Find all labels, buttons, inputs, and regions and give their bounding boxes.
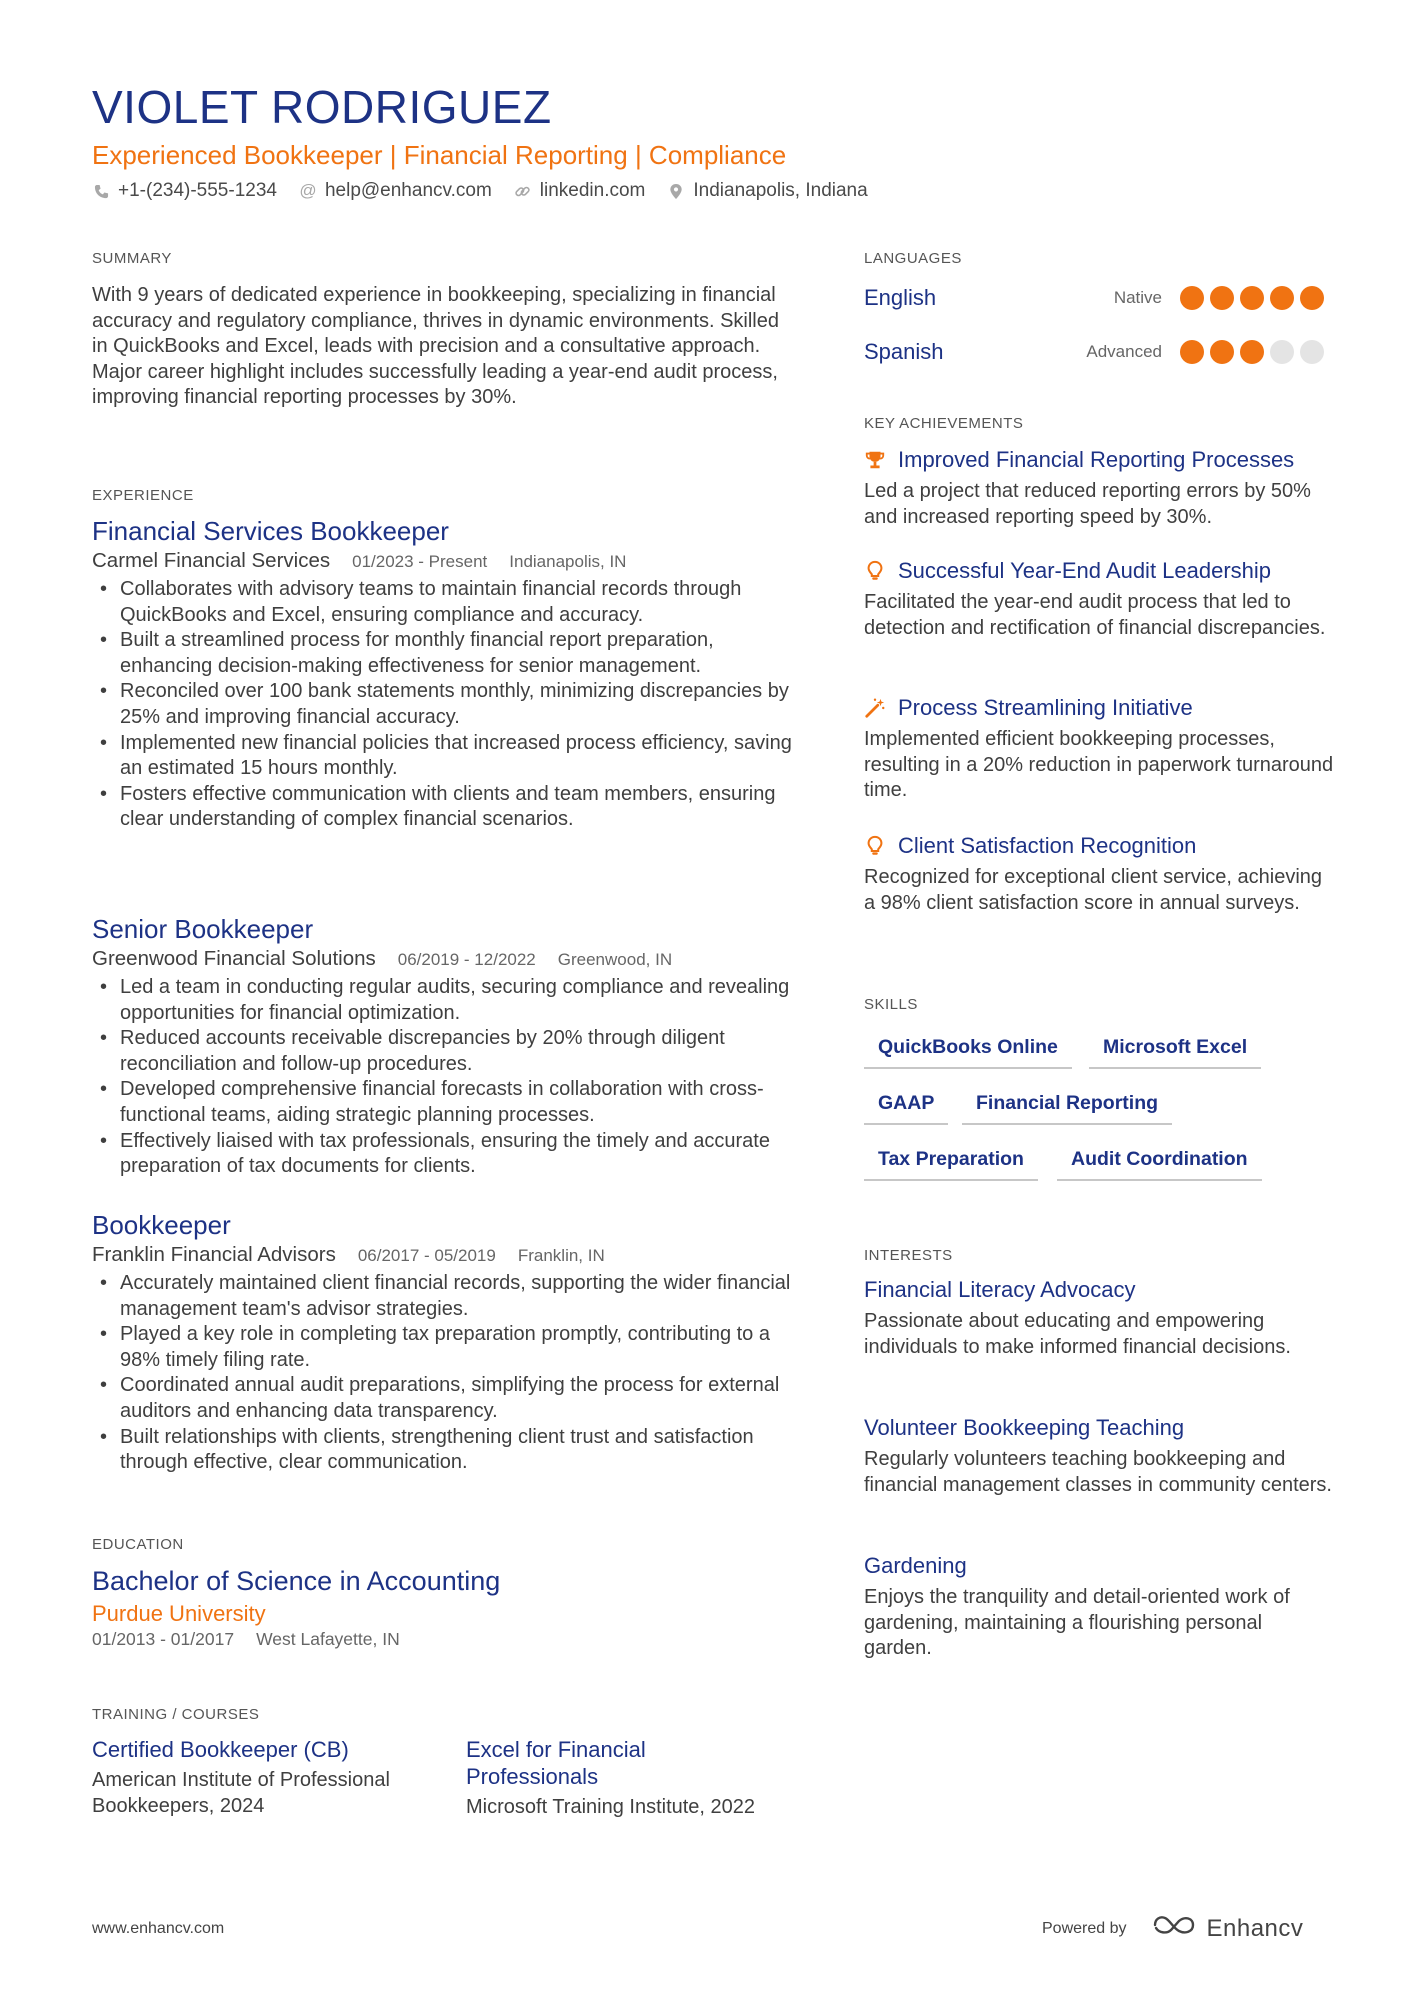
language-level: Native: [1113, 288, 1162, 307]
skill-tag: Tax Preparation: [864, 1148, 1038, 1181]
job-bullet: • Built a streamlined process for monthly financial report preparation, enhancing decision-making effectiveness for senior management.: [120, 628, 792, 679]
interest-text: Enjoys the tranquility and detail-oriented work of gardening, maintaining a flourishing personal garden.: [864, 1586, 1290, 1660]
job-location: Franklin, IN: [517, 1246, 605, 1265]
achievement-title-row: [864, 558, 1334, 584]
interest-item: [864, 1277, 1334, 1360]
job-entry-1: [92, 516, 792, 833]
job-bullet: • Built relationships with clients, strengthening client trust and satisfaction through effective, clear communication.: [120, 1425, 792, 1476]
brand-name: Enhancv: [1206, 1914, 1304, 1942]
language-rating: [1180, 340, 1324, 364]
education-section-title: EDUCATION: [92, 1536, 184, 1553]
job-dates: 06/2017 - 05/2019: [357, 1246, 496, 1265]
location-text: Indianapolis, Indiana: [693, 180, 868, 201]
magic-wand-icon: [864, 697, 886, 719]
summary-section-title: SUMMARY: [92, 250, 172, 267]
skill-tag: GAAP: [864, 1092, 948, 1125]
degree-title: Bachelor of Science in Accounting: [92, 1566, 501, 1596]
lightbulb-icon: [864, 560, 886, 582]
skills-section-title: SKILLS: [864, 996, 918, 1013]
achievement-item: [864, 833, 1334, 916]
training-section-title: TRAINING / COURSES: [92, 1706, 260, 1723]
job-bullet: • Developed comprehensive financial forecasts in collaboration with cross-functional teams, aiding strategic planning processes.: [120, 1077, 792, 1128]
achievement-title: Successful Year-End Audit Leadership: [898, 558, 1272, 583]
contact-bar: [92, 180, 868, 202]
phone-text: +1-(234)-555-1234: [118, 180, 277, 201]
experience-section-title: EXPERIENCE: [92, 487, 194, 504]
rating-dot-empty: [1300, 340, 1324, 364]
job-bullet: • Accurately maintained client financial records, supporting the wider financial management team's advisor strategies.: [120, 1271, 792, 1322]
achievement-title: Improved Financial Reporting Processes: [898, 447, 1295, 472]
achievement-item: [864, 447, 1334, 530]
job-bullet: • Led a team in conducting regular audits, securing compliance and revealing opportunities for financial optimization.: [120, 975, 792, 1026]
language-level: Advanced: [1086, 342, 1162, 361]
skill-tag: Audit Coordination: [1057, 1148, 1262, 1181]
interest-text: Passionate about educating and empowering individuals to make informed financial decisions.: [864, 1310, 1291, 1358]
email-text: help@enhancv.com: [324, 180, 492, 201]
job-bullet: • Reduced accounts receivable discrepancies by 20% through diligent reconciliation and follow-up procedures.: [120, 1026, 792, 1077]
job-company-line: [92, 549, 792, 573]
rating-dot-filled: [1270, 286, 1294, 310]
course-entry-2: [466, 1736, 766, 1821]
achievement-title: Process Streamlining Initiative: [898, 695, 1193, 720]
language-name: English: [864, 285, 937, 310]
rating-dot-filled: [1180, 286, 1204, 310]
job-company-line: [92, 947, 792, 971]
job-entry-2: [92, 914, 792, 1180]
languages-section-title: LANGUAGES: [864, 250, 962, 267]
language-rating: [1180, 286, 1324, 310]
contact-phone[interactable]: [92, 180, 277, 202]
job-company: Greenwood Financial Solutions: [92, 947, 376, 970]
interest-item: [864, 1553, 1334, 1662]
job-company: Franklin Financial Advisors: [92, 1243, 336, 1266]
footer-branding: [1042, 1912, 1303, 1945]
brand-logo[interactable]: [1151, 1912, 1304, 1945]
course-entry-1: [92, 1736, 422, 1819]
link-icon: [514, 183, 532, 200]
achievement-title: Client Satisfaction Recognition: [898, 833, 1197, 858]
lightbulb-icon: [864, 835, 886, 857]
interest-item: [864, 1415, 1334, 1498]
phone-icon: [92, 184, 110, 199]
interests-section-title: INTERESTS: [864, 1247, 953, 1264]
course-title: Certified Bookkeeper (CB): [92, 1737, 349, 1762]
achievement-item: [864, 695, 1334, 804]
job-bullet: • Fosters effective communication with clients and team members, ensuring clear understanding of complex financial scenarios.: [120, 782, 792, 833]
language-list: [864, 283, 1324, 367]
rating-dot-filled: [1210, 340, 1234, 364]
language-row: [864, 283, 1324, 313]
achievement-text: Implemented efficient bookkeeping processes, resulting in a 20% reduction in paperwork turnaround time.: [864, 728, 1334, 802]
language-row: [864, 337, 1324, 367]
job-dates: 06/2019 - 12/2022: [397, 950, 536, 969]
trophy-icon: [864, 449, 886, 471]
skill-tag: QuickBooks Online: [864, 1036, 1072, 1069]
achievement-text: Recognized for exceptional client service, achieving a 98% client satisfaction score in annual surveys.: [864, 866, 1323, 914]
course-detail: American Institute of Professional Bookkeepers, 2024: [92, 1769, 390, 1817]
job-entry-3: [92, 1210, 792, 1476]
course-title: Excel for Financial Professionals: [466, 1737, 646, 1789]
job-bullet: • Implemented new financial policies that increased process efficiency, saving an estimated 15 hours monthly.: [120, 731, 792, 782]
language-name: Spanish: [864, 339, 944, 364]
linkedin-text: linkedin.com: [539, 180, 646, 201]
rating-dot-filled: [1180, 340, 1204, 364]
location-pin-icon: [667, 183, 685, 200]
education-location: West Lafayette, IN: [256, 1629, 400, 1649]
interest-text: Regularly volunteers teaching bookkeeping and financial management classes in community centers.: [864, 1448, 1332, 1496]
education-entry: [92, 1566, 792, 1650]
summary-text: With 9 years of dedicated experience in bookkeeping, specializing in financial accuracy and regulatory compliance, thrives in dynamic environments. Skilled in QuickBooks and Excel, leads with precision and a consultative approach. Major career highlight includes successfully leading a year-end audit process, improving financial reporting processes by 30%.: [92, 284, 779, 409]
job-title: Senior Bookkeeper: [92, 914, 314, 944]
job-location: Greenwood, IN: [557, 950, 673, 969]
job-bullets: [92, 577, 792, 833]
footer-website[interactable]: www.enhancv.com: [92, 1920, 225, 1937]
job-bullet: • Coordinated annual audit preparations, simplifying the process for external auditors and enhancing data transparency.: [120, 1373, 792, 1424]
powered-by-label: Powered by: [1042, 1919, 1127, 1937]
rating-dot-filled: [1240, 340, 1264, 364]
achievement-title-row: [864, 447, 1334, 473]
job-bullets: [92, 975, 792, 1180]
job-company-line: [92, 1243, 792, 1267]
skill-tag: Microsoft Excel: [1089, 1036, 1261, 1069]
job-company: Carmel Financial Services: [92, 549, 331, 572]
contact-location: [667, 180, 867, 202]
achievement-title-row: [864, 833, 1334, 859]
candidate-name: VIOLET RODRIGUEZ: [92, 81, 552, 133]
contact-email[interactable]: [299, 180, 492, 202]
course-detail: Microsoft Training Institute, 2022: [466, 1796, 756, 1818]
interest-title: Financial Literacy Advocacy: [864, 1277, 1136, 1302]
job-title: Financial Services Bookkeeper: [92, 516, 449, 546]
achievement-title-row: [864, 695, 1334, 721]
school-name: Purdue University: [92, 1601, 266, 1626]
skill-tag: Financial Reporting: [962, 1092, 1172, 1125]
rating-dot-empty: [1270, 340, 1294, 364]
job-dates: 01/2023 - Present: [352, 552, 488, 571]
achievements-section-title: KEY ACHIEVEMENTS: [864, 415, 1024, 432]
job-bullet: • Effectively liaised with tax professionals, ensuring the timely and accurate preparation of tax documents for clients.: [120, 1129, 792, 1180]
job-location: Indianapolis, IN: [509, 552, 627, 571]
achievement-item: [864, 558, 1334, 641]
achievement-text: Led a project that reduced reporting errors by 50% and increased reporting speed by 30%.: [864, 480, 1311, 528]
contact-linkedin[interactable]: [514, 180, 646, 202]
job-bullet: • Played a key role in completing tax preparation promptly, contributing to a 98% timely filing rate.: [120, 1322, 792, 1373]
education-meta: [92, 1629, 792, 1650]
headline: Experienced Bookkeeper | Financial Reporting | Compliance: [92, 140, 787, 170]
rating-dot-filled: [1210, 286, 1234, 310]
job-bullet: • Reconciled over 100 bank statements monthly, minimizing discrepancies by 25% and improving financial accuracy.: [120, 679, 792, 730]
enhancv-logo-icon: [1151, 1912, 1199, 1945]
education-dates: 01/2013 - 01/2017: [92, 1629, 235, 1649]
job-bullet: • Collaborates with advisory teams to maintain financial records through QuickBooks and Excel, ensuring compliance and accuracy.: [120, 577, 792, 628]
interest-title: Volunteer Bookkeeping Teaching: [864, 1415, 1185, 1440]
rating-dot-filled: [1240, 286, 1264, 310]
at-icon: @: [299, 181, 317, 200]
interest-title: Gardening: [864, 1553, 967, 1578]
job-bullets: [92, 1271, 792, 1476]
achievement-text: Facilitated the year-end audit process that led to detection and rectification of financial discrepancies.: [864, 591, 1326, 639]
job-title: Bookkeeper: [92, 1210, 231, 1240]
rating-dot-filled: [1300, 286, 1324, 310]
